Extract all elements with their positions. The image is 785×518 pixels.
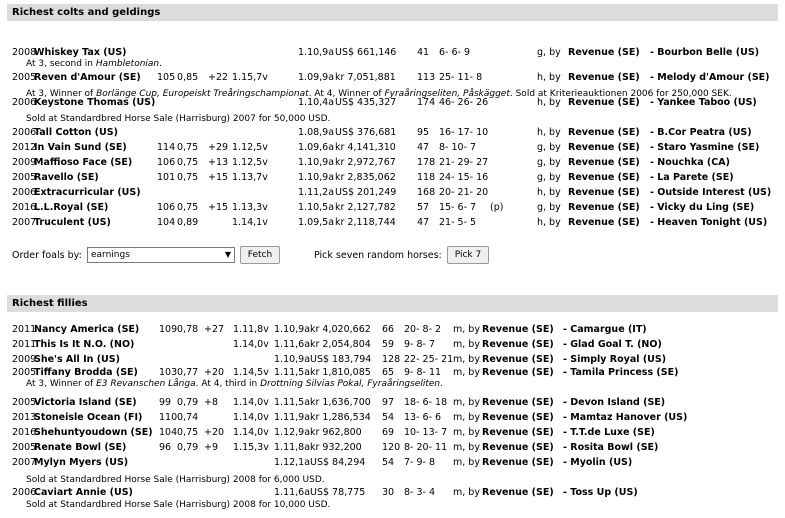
cell-starts: 128 <box>382 354 401 365</box>
dam-link[interactable]: - La Parete (SE) <box>650 172 734 183</box>
horse-name-link[interactable]: She's All In (US) <box>34 354 120 365</box>
cell-mark2: 1.09,9a <box>298 72 335 83</box>
cell-mark1: 1.14,5v <box>233 367 269 378</box>
cell-mark1: 1.12,5v <box>232 142 268 153</box>
cell-idx: 103 <box>159 367 178 378</box>
cell-rec: 13- 6- 6 <box>404 412 442 423</box>
fillies-section-title: Richest fillies <box>7 295 778 312</box>
sire-link[interactable]: Revenue (SE) <box>482 367 554 378</box>
cell-idx: 110 <box>159 412 178 423</box>
cell-year: 2008 <box>12 47 37 58</box>
cell-mark2: 1.10,5a <box>298 202 335 213</box>
cell-year: 2011 <box>12 339 37 350</box>
cell-year: 2016 <box>12 202 37 213</box>
note-row: At 3, Winner of E3 Revanschen Långa. At 4, third in Drottning Silvias Pokal, Fyraåringseliten. <box>26 379 443 389</box>
horse-name-link[interactable]: Shehuntyoudown (SE) <box>34 427 153 438</box>
table-row <box>12 141 782 154</box>
cell-year: 2016 <box>12 427 37 438</box>
note-row: Sold at Standardbred Horse Sale (Harrisburg) 2008 for 10,000 USD. <box>26 500 331 510</box>
cell-year: 2013 <box>12 412 37 423</box>
dam-link[interactable]: - Toss Up (US) <box>563 487 638 498</box>
cell-earn: US$ 661,146 <box>335 47 397 58</box>
cell-earn: US$ 183,794 <box>310 354 372 365</box>
cell-rec: 46- 26- 26 <box>439 97 489 108</box>
table-row <box>12 216 782 229</box>
cell-year: 2005 <box>12 72 37 83</box>
table-row <box>12 456 782 469</box>
cell-sex: m, by <box>453 324 480 335</box>
cell-earn: kr 4,141,310 <box>335 142 396 153</box>
horse-name-link[interactable]: L.L.Royal (SE) <box>34 202 109 213</box>
horse-name-link[interactable]: Reven d'Amour (SE) <box>34 72 141 83</box>
cell-starts: 57 <box>417 202 430 213</box>
horse-name-link[interactable]: Tiffany Brodda (SE) <box>34 367 138 378</box>
sire-link[interactable]: Revenue (SE) <box>568 142 640 153</box>
cell-sex: g, by <box>537 172 561 183</box>
cell-year: 2007 <box>12 457 37 468</box>
cell-mark1: 1.11,8v <box>233 324 269 335</box>
cell-earn: kr 1,810,085 <box>310 367 371 378</box>
cell-earn: kr 932,200 <box>310 442 362 453</box>
cell-starts: 120 <box>382 442 401 453</box>
cell-mark2: 1.12,9a <box>274 427 311 438</box>
cell-nbr: 0,85 <box>177 72 199 83</box>
cell-year: 2005 <box>12 172 37 183</box>
cell-idx: 101 <box>157 172 176 183</box>
cell-rec: 22- 25- 21 <box>404 354 454 365</box>
cell-sex: m, by <box>453 412 480 423</box>
cell-rec: 21- 29- 27 <box>439 157 489 168</box>
dam-link[interactable]: - Devon Island (SE) <box>563 397 666 408</box>
cell-mark2: 1.09,5a <box>298 217 335 228</box>
cell-earn: US$ 78,775 <box>310 487 366 498</box>
horse-name-link[interactable]: Keystone Thomas (US) <box>34 97 156 108</box>
cell-rec: 9- 8- 7 <box>404 339 436 350</box>
sire-link[interactable]: Revenue (SE) <box>568 187 640 198</box>
sire-link[interactable]: Revenue (SE) <box>568 172 640 183</box>
cell-diff: +9 <box>204 442 219 453</box>
cell-diff: +15 <box>208 172 229 183</box>
dam-link[interactable]: - Outside Interest (US) <box>650 187 772 198</box>
cell-starts: 118 <box>417 172 436 183</box>
random-label: Pick seven random horses: <box>314 250 442 261</box>
cell-rec: 21- 5- 5 <box>439 217 477 228</box>
cell-starts: 54 <box>382 412 395 423</box>
cell-mark2: 1.09,6a <box>298 142 335 153</box>
cell-rec: 7- 9- 8 <box>404 457 436 468</box>
cell-nbr: 0,79 <box>177 442 199 453</box>
sire-link[interactable]: Revenue (SE) <box>568 202 640 213</box>
cell-earn: kr 2,835,062 <box>335 172 396 183</box>
cell-sex: h, by <box>537 217 561 228</box>
cell-sex: m, by <box>453 397 480 408</box>
cell-mark2: 1.10,9a <box>274 324 311 335</box>
cell-nbr: 0,79 <box>177 397 199 408</box>
cell-nbr: 0,75 <box>177 157 199 168</box>
colts-section-title: Richest colts and geldings <box>7 4 778 21</box>
table-row <box>12 396 782 409</box>
cell-sex: g, by <box>537 202 561 213</box>
horse-name-link[interactable]: Whiskey Tax (US) <box>34 47 127 58</box>
cell-idx: 104 <box>159 427 178 438</box>
cell-year: 2011 <box>12 324 37 335</box>
cell-earn: kr 2,972,767 <box>335 157 396 168</box>
note-row: Sold at Standardbred Horse Sale (Harrisburg) 2007 for 50,000 USD. <box>26 114 331 124</box>
cell-year: 2006 <box>12 97 37 108</box>
sire-link[interactable]: Revenue (SE) <box>568 217 640 228</box>
cell-year: 2009 <box>12 157 37 168</box>
order-select-value: earnings <box>91 250 130 260</box>
cell-mark1: 1.14,0v <box>233 427 269 438</box>
cell-rec: 8- 10- 7 <box>439 142 477 153</box>
cell-mark1: 1.15,3v <box>233 442 269 453</box>
dam-link[interactable]: - Yankee Taboo (US) <box>650 97 757 108</box>
cell-mark2: 1.11,9a <box>274 412 311 423</box>
horse-name-link[interactable]: In Vain Sund (SE) <box>34 142 127 153</box>
cell-year: 2006 <box>12 127 37 138</box>
sire-link[interactable]: Revenue (SE) <box>482 324 554 335</box>
sire-link[interactable]: Revenue (SE) <box>482 339 554 350</box>
cell-rec: 20- 8- 2 <box>404 324 442 335</box>
dam-link[interactable]: - Simply Royal (US) <box>563 354 667 365</box>
cell-nbr: 0,77 <box>177 367 199 378</box>
cell-rec: 25- 11- 8 <box>439 72 483 83</box>
cell-diff: +13 <box>208 157 229 168</box>
cell-year: 2005 <box>12 367 37 378</box>
cell-mark2: 1.10,9a <box>274 354 311 365</box>
order-label: Order foals by: <box>12 250 82 261</box>
dam-link[interactable]: - T.T.de Luxe (SE) <box>563 427 655 438</box>
cell-idx: 114 <box>157 142 176 153</box>
cell-earn: kr 2,127,782 <box>335 202 396 213</box>
table-row <box>12 426 782 439</box>
cell-diff: +22 <box>208 72 229 83</box>
cell-idx: 106 <box>157 202 176 213</box>
cell-rec: 8- 3- 4 <box>404 487 436 498</box>
cell-diff: +29 <box>208 142 229 153</box>
cell-mark2: 1.11,6a <box>274 339 311 350</box>
dam-link[interactable]: - Camargue (IT) <box>563 324 647 335</box>
cell-nbr: 0,75 <box>177 427 199 438</box>
cell-nbr: 0,75 <box>177 172 199 183</box>
dam-link[interactable]: - Vicky du Ling (SE) <box>650 202 755 213</box>
dam-link[interactable]: - Bourbon Belle (US) <box>650 47 760 58</box>
cell-sex: m, by <box>453 457 480 468</box>
foal-controls <box>12 247 782 265</box>
cell-year: 2009 <box>12 354 37 365</box>
cell-mark1: 1.14,0v <box>233 412 269 423</box>
cell-sex: m, by <box>453 442 480 453</box>
dam-link[interactable]: - Rosita Bowl (SE) <box>563 442 659 453</box>
cell-idx: 106 <box>157 157 176 168</box>
cell-starts: 59 <box>382 339 395 350</box>
cell-starts: 178 <box>417 157 436 168</box>
cell-starts: 30 <box>382 487 395 498</box>
cell-sex: h, by <box>537 72 561 83</box>
cell-sex: m, by <box>453 354 480 365</box>
sire-link[interactable]: Revenue (SE) <box>568 47 640 58</box>
cell-idx: 104 <box>157 217 176 228</box>
horse-name-link[interactable]: Nancy America (SE) <box>34 324 140 335</box>
cell-starts: 168 <box>417 187 436 198</box>
horse-name-link[interactable]: Renate Bowl (SE) <box>34 442 127 453</box>
cell-sex: m, by <box>453 339 480 350</box>
cell-rec: 16- 17- 10 <box>439 127 489 138</box>
table-row <box>12 338 782 351</box>
cell-mark2: 1.11,5a <box>274 397 311 408</box>
horse-name-link[interactable]: Stoneisle Ocean (FI) <box>34 412 143 423</box>
horse-name-link[interactable]: Tall Cotton (US) <box>34 127 118 138</box>
horse-name-link[interactable]: Ravello (SE) <box>34 172 99 183</box>
cell-earn: US$ 376,681 <box>335 127 397 138</box>
cell-sex: g, by <box>537 47 561 58</box>
horse-name-link[interactable]: Mylyn Myers (US) <box>34 457 129 468</box>
cell-idx: 109 <box>159 324 178 335</box>
cell-starts: 41 <box>417 47 430 58</box>
cell-diff: +8 <box>204 397 219 408</box>
dam-link[interactable]: - Myolin (US) <box>563 457 633 468</box>
table-row <box>12 201 782 214</box>
cell-mark2: 1.10,9a <box>298 47 335 58</box>
cell-nbr: 0,78 <box>177 324 199 335</box>
order-select[interactable] <box>87 247 235 263</box>
cell-year: 2012 <box>12 142 37 153</box>
cell-earn: kr 1,636,700 <box>310 397 371 408</box>
cell-idx: 96 <box>159 442 172 453</box>
dam-link[interactable]: - Nouchka (CA) <box>650 157 730 168</box>
table-row <box>12 323 782 336</box>
cell-sex: h, by <box>537 97 561 108</box>
sire-link[interactable]: Revenue (SE) <box>482 427 554 438</box>
sire-link[interactable]: Revenue (SE) <box>482 412 554 423</box>
dam-link[interactable]: - Tamila Princess (SE) <box>563 367 679 378</box>
cell-year: 2006 <box>12 187 37 198</box>
sire-link[interactable]: Revenue (SE) <box>482 397 554 408</box>
table-row <box>12 126 782 139</box>
cell-earn: US$ 201,249 <box>335 187 397 198</box>
horse-name-link[interactable]: This Is It N.O. (NO) <box>34 339 135 350</box>
cell-diff: +27 <box>204 324 225 335</box>
cell-nbr: 0,89 <box>177 217 199 228</box>
sire-link[interactable]: Revenue (SE) <box>568 127 640 138</box>
cell-sex: m, by <box>453 427 480 438</box>
cell-earn: kr 962,800 <box>310 427 362 438</box>
cell-mark2: 1.10,9a <box>298 157 335 168</box>
cell-starts: 69 <box>382 427 395 438</box>
cell-earn: kr 4,020,662 <box>310 324 371 335</box>
dam-link[interactable]: - Glad Goal T. (NO) <box>563 339 662 350</box>
cell-mark1: 1.12,5v <box>232 157 268 168</box>
cell-starts: 65 <box>382 367 395 378</box>
dam-link[interactable]: - B.Cor Peatra (US) <box>650 127 752 138</box>
cell-mark1: 1.14,1v <box>232 217 268 228</box>
table-row <box>12 441 782 454</box>
sire-link[interactable]: Revenue (SE) <box>482 354 554 365</box>
note-row: Sold at Standardbred Horse Sale (Harrisburg) 2008 for 6,000 USD. <box>26 475 325 485</box>
table-row <box>12 486 782 499</box>
cell-earn: kr 2,054,804 <box>310 339 371 350</box>
table-row <box>12 186 782 199</box>
cell-starts: 66 <box>382 324 395 335</box>
sire-link[interactable]: Revenue (SE) <box>482 457 554 468</box>
cell-rec: 15- 6- 7 <box>439 202 477 213</box>
chevron-down-icon: ▼ <box>224 250 231 259</box>
horse-name-link[interactable]: Truculent (US) <box>34 217 111 228</box>
cell-mark1: 1.14,0v <box>233 397 269 408</box>
cell-mark1: 1.13,7v <box>232 172 268 183</box>
cell-mark2: 1.10,9a <box>298 172 335 183</box>
note-row: At 3, second in Hambletonian. <box>26 59 163 69</box>
table-row <box>12 71 782 84</box>
cell-rec: 20- 21- 20 <box>439 187 489 198</box>
cell-mark2: 1.11,2a <box>298 187 335 198</box>
cell-mark2: 1.08,9a <box>298 127 335 138</box>
cell-year: 2005 <box>12 442 37 453</box>
cell-sex: m, by <box>453 487 480 498</box>
cell-diff: +20 <box>204 427 225 438</box>
cell-nbr: 0,74 <box>177 412 199 423</box>
cell-mark1: 1.15,7v <box>232 72 268 83</box>
table-row <box>12 156 782 169</box>
cell-mark2: 1.11,6a <box>274 487 311 498</box>
cell-diff: +15 <box>208 202 229 213</box>
sire-link[interactable]: Revenue (SE) <box>482 442 554 453</box>
cell-rec: 18- 6- 18 <box>404 397 448 408</box>
cell-nbr: 0,75 <box>177 202 199 213</box>
cell-nbr: 0,75 <box>177 142 199 153</box>
horse-name-link[interactable]: Caviart Annie (US) <box>34 487 133 498</box>
sire-link[interactable]: Revenue (SE) <box>568 97 640 108</box>
cell-sex: g, by <box>537 157 561 168</box>
dam-link[interactable]: - Mamtaz Hanover (US) <box>563 412 688 423</box>
cell-mark2: 1.12,1a <box>274 457 311 468</box>
dam-link[interactable]: - Heaven Tonight (US) <box>650 217 768 228</box>
cell-rec: 10- 13- 7 <box>404 427 448 438</box>
sire-link[interactable]: Revenue (SE) <box>482 487 554 498</box>
cell-earn: kr 7,051,881 <box>335 72 396 83</box>
cell-mark1: 1.13,3v <box>232 202 268 213</box>
cell-starts: 174 <box>417 97 436 108</box>
cell-starts: 113 <box>417 72 436 83</box>
cell-starts: 97 <box>382 397 395 408</box>
horse-name-link[interactable]: Victoria Island (SE) <box>34 397 137 408</box>
cell-diff: +20 <box>204 367 225 378</box>
cell-earn: kr 1,286,534 <box>310 412 371 423</box>
cell-earn: US$ 435,327 <box>335 97 397 108</box>
horse-name-link[interactable]: Maffioso Face (SE) <box>34 157 133 168</box>
cell-sex: h, by <box>537 187 561 198</box>
sire-link[interactable]: Revenue (SE) <box>568 72 640 83</box>
table-row <box>12 353 782 366</box>
note-row: At 3, Winner of Borlänge Cup, Europeiskt Treåringschampionat. At 4, Winner of Fyraåringseliten, Påskägget. Sold at Kriterieauktionen 2006 for 250,000 SEK. <box>26 89 732 99</box>
cell-sex: g, by <box>537 142 561 153</box>
table-row <box>12 411 782 424</box>
cell-mark1: 1.14,0v <box>233 339 269 350</box>
cell-year: 2005 <box>12 397 37 408</box>
cell-starts: 47 <box>417 217 430 228</box>
cell-starts: 95 <box>417 127 430 138</box>
sire-link[interactable]: Revenue (SE) <box>568 157 640 168</box>
cell-year: 2007 <box>12 217 37 228</box>
cell-rec: 8- 20- 11 <box>404 442 448 453</box>
cell-idx: 99 <box>159 397 172 408</box>
cell-ped: (p) <box>490 202 504 213</box>
cell-starts: 47 <box>417 142 430 153</box>
cell-mark2: 1.11,8a <box>274 442 311 453</box>
cell-rec: 6- 6- 9 <box>439 47 471 58</box>
fetch-button[interactable]: Fetch <box>240 246 280 264</box>
table-row <box>12 171 782 184</box>
cell-rec: 24- 15- 16 <box>439 172 489 183</box>
horse-name-link[interactable]: Extracurricular (US) <box>34 187 141 198</box>
cell-mark2: 1.11,5a <box>274 367 311 378</box>
cell-year: 2006 <box>12 487 37 498</box>
cell-sex: h, by <box>537 127 561 138</box>
cell-idx: 105 <box>157 72 176 83</box>
pick-seven-button[interactable]: Pick 7 <box>447 246 489 264</box>
cell-mark2: 1.10,4a <box>298 97 335 108</box>
cell-earn: kr 2,118,744 <box>335 217 396 228</box>
dam-link[interactable]: - Staro Yasmine (SE) <box>650 142 760 153</box>
cell-sex: m, by <box>453 367 480 378</box>
cell-starts: 54 <box>382 457 395 468</box>
dam-link[interactable]: - Melody d'Amour (SE) <box>650 72 770 83</box>
cell-earn: US$ 84,294 <box>310 457 366 468</box>
cell-rec: 9- 8- 11 <box>404 367 442 378</box>
